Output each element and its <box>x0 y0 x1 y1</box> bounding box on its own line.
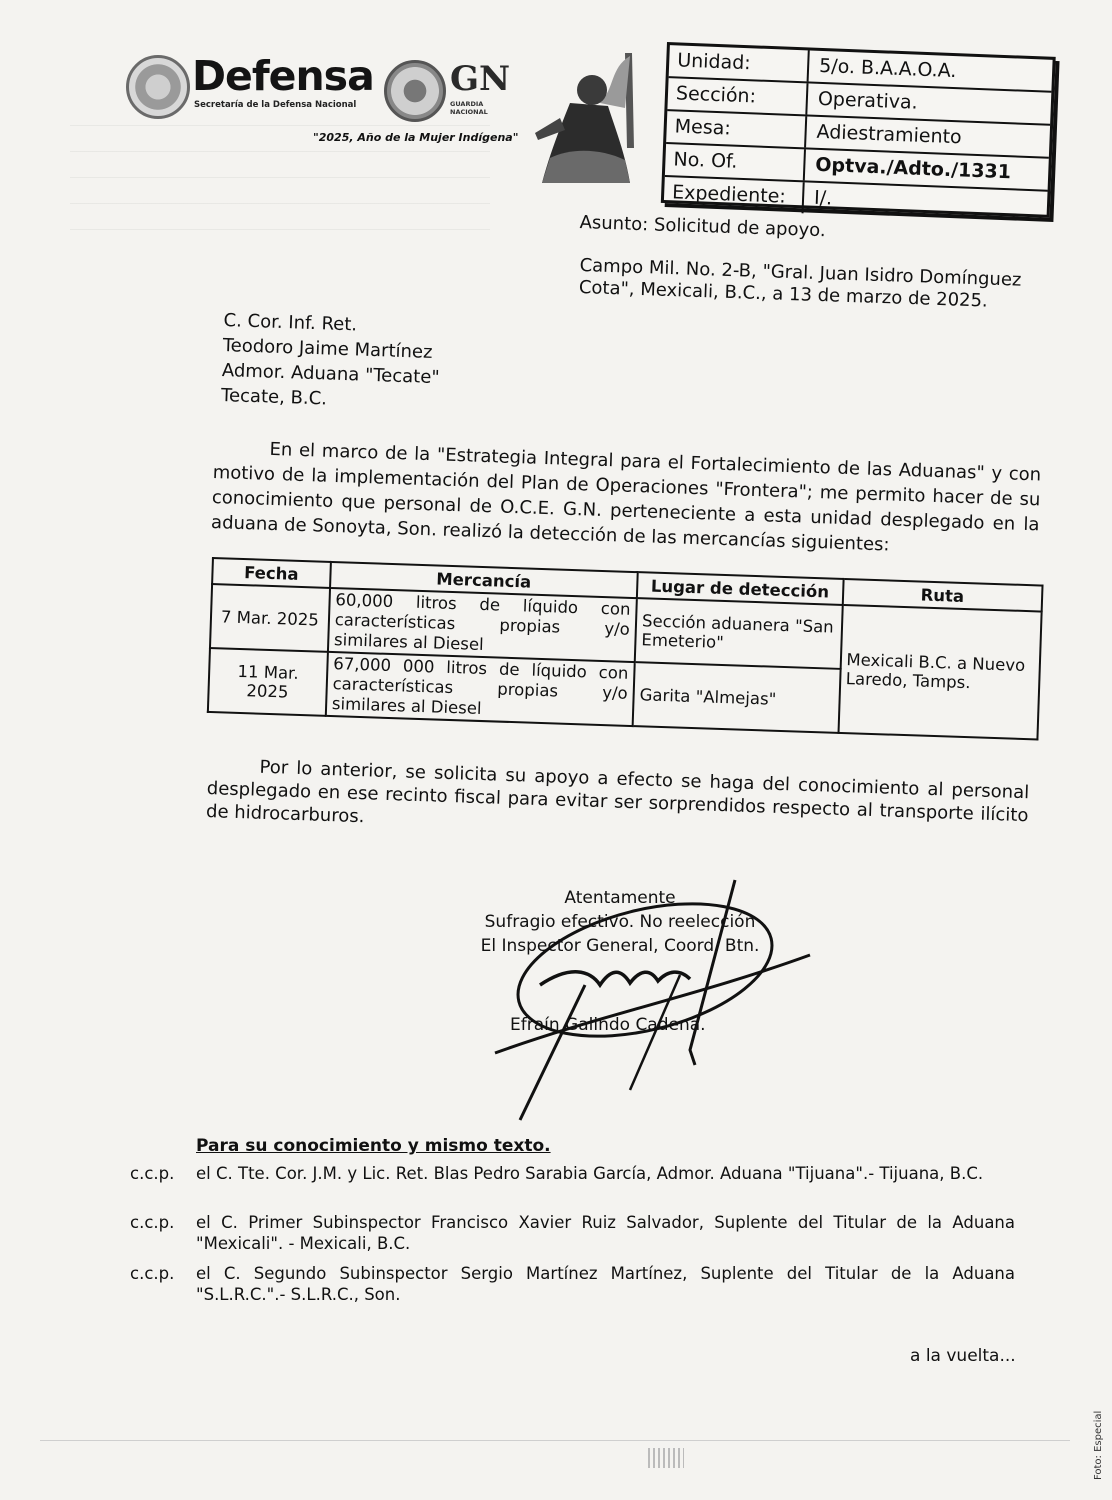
ccp-item <box>130 1212 1015 1254</box>
table-header: Fecha <box>212 558 331 588</box>
gn-subtitle: GUARDIA NACIONAL <box>450 100 488 116</box>
info-value: Optva./Adto./1331 <box>814 153 1012 184</box>
year-motto: "2025, Año de la Mujer Indígena" <box>313 131 519 144</box>
recipient-line: Tecate, B.C. <box>220 384 328 410</box>
place-date-line: Campo Mil. No. 2-B, "Gral. Juan Isidro Domínguez Cota", Mexicali, B.C., a 13 de marzo de 2025. <box>578 255 1022 312</box>
closing-line: El Inspector General, Coord. Btn. <box>480 936 760 956</box>
photo-credit: Foto: Especial <box>1093 1410 1104 1480</box>
guardia-nacional-seal-icon <box>384 60 446 122</box>
ccp-tag: c.c.p. <box>130 1213 175 1232</box>
body-paragraph-2 <box>206 754 1030 850</box>
office-info-box <box>661 42 1056 218</box>
defensa-subtitle: Secretaría de la Defensa Nacional <box>194 100 357 110</box>
signer-name: Efraín Galindo Cadena. <box>510 1015 706 1035</box>
footer-divider <box>40 1440 1070 1441</box>
body-paragraph-2-text: Por lo anterior, se solicita su apoyo a efecto se haga del conocimiento al personal desplegado en ese recinto fiscal para evitar ser sorprendidos respecto al transporte ilícito de hidrocarburos. <box>205 756 1030 828</box>
ccp-tag: c.c.p. <box>130 1164 175 1183</box>
mexico-seal-icon <box>126 55 190 119</box>
body-paragraph-1 <box>211 435 1042 562</box>
ccp-item <box>130 1263 1015 1305</box>
ccp-text: el C. Segundo Subinspector Sergio Martínez Martínez, Suplente del Titular de la Aduana "S.L.R.C.".- S.L.R.C., Son. <box>196 1264 1015 1304</box>
gn-logo-text: GN <box>450 59 511 99</box>
info-value: Adiestramiento <box>816 120 963 149</box>
table-cell-ruta: Mexicali B.C. a Nuevo Laredo, Tamps. <box>838 605 1042 740</box>
info-label: No. Of. <box>665 144 806 180</box>
table-cell-fecha: 7 Mar. 2025 <box>210 584 330 652</box>
table-cell-mercancia: 67,000 000 litros de líquido con características propias y/o similares al Diesel <box>326 652 635 726</box>
recipient-block <box>221 308 442 415</box>
footer-barcode-icon <box>648 1448 684 1468</box>
info-label: Mesa: <box>666 111 807 147</box>
ccp-text: el C. Primer Subinspector Francisco Xavier Ruiz Salvador, Suplente del Titular de la Aduana "Mexicali". - Mexicali, B.C. <box>196 1213 1015 1253</box>
merchandise-table <box>207 557 1044 740</box>
closing-line: Atentamente <box>564 888 676 908</box>
defensa-logo-text: Defensa <box>192 52 374 100</box>
recipient-line: C. Cor. Inf. Ret. <box>223 309 358 336</box>
info-label: Expediente: <box>664 177 805 213</box>
recipient-line: Teodoro Jaime Martínez <box>222 334 433 363</box>
table-cell-mercancia: 60,000 litros de líquido con características propias y/o similares al Diesel <box>328 588 637 662</box>
table-header: Mercancía <box>330 562 638 598</box>
closing-line: Sufragio efectivo. No reelección <box>484 912 756 932</box>
info-value: Operativa. <box>817 87 919 114</box>
indigenous-woman-illustration-icon <box>530 48 650 188</box>
table-cell-fecha: 11 Mar. 2025 <box>208 648 328 716</box>
recipient-line: Admor. Aduana "Tecate" <box>221 359 440 389</box>
ccp-text: el C. Tte. Cor. J.M. y Lic. Ret. Blas Pedro Sarabia García, Admor. Aduana "Tijuana".- Tijuana, B.C. <box>196 1164 984 1183</box>
info-label: Sección: <box>667 78 808 114</box>
info-value: I/. <box>813 186 833 210</box>
subject-line: Asunto: Solicitud de apoyo. <box>579 212 826 242</box>
info-label: Unidad: <box>669 45 810 81</box>
handwritten-signature-icon <box>480 875 830 1135</box>
body-paragraph-1-text: En el marco de la "Estrategia Integral para el Fortalecimiento de las Aduanas" y con motivo de la implementación del Plan de Operaciones "Frontera"; me permito hacer de su conocimiento que personal de O.C.E. G.N. perteneciente a esta unidad desplegado en la aduana de Sonoyta, Son. realizó la detección de las mercancías siguientes: <box>210 438 1042 556</box>
table-header: Ruta <box>842 579 1042 612</box>
info-value: 5/o. B.A.A.O.A. <box>818 54 957 83</box>
page-turn-note: a la vuelta... <box>910 1346 1016 1366</box>
ccp-tag: c.c.p. <box>130 1264 175 1283</box>
ccp-heading: Para su conocimiento y mismo texto. <box>196 1136 551 1156</box>
table-cell-lugar: Sección aduanera "San Emeterio" <box>635 598 843 669</box>
ccp-item <box>130 1163 1015 1184</box>
table-header: Lugar de detección <box>637 572 843 605</box>
table-cell-lugar: Garita "Almejas" <box>633 662 841 733</box>
